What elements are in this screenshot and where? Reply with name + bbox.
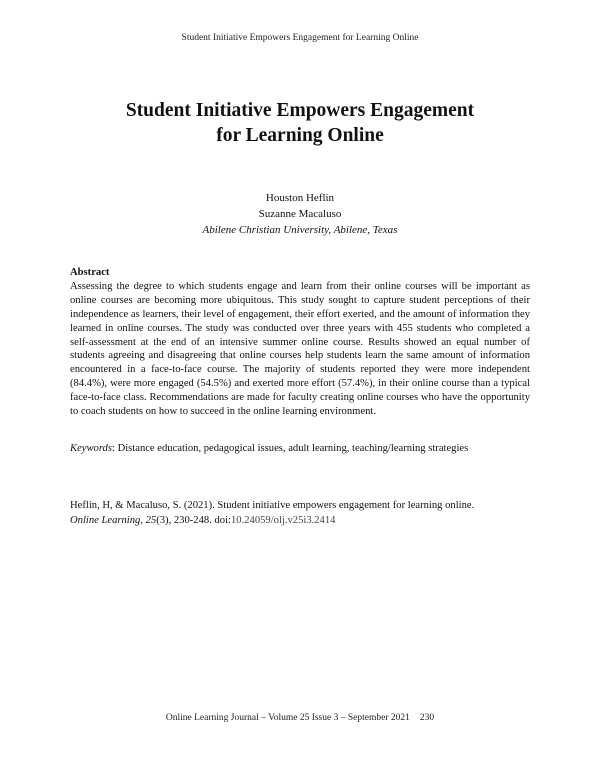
keywords-line	[70, 442, 540, 456]
page-number: 230	[419, 713, 435, 723]
keywords-label: Keywords	[70, 443, 112, 454]
citation-line-2	[70, 513, 540, 528]
page-footer	[0, 713, 600, 723]
citation-doi-link[interactable]: 10.24059/olj.v25i3.2414	[230, 515, 336, 526]
author-name: Houston Heflin	[265, 192, 335, 204]
author-name: Suzanne Macaluso	[258, 208, 342, 220]
citation-line-1: Heflin, H, & Macaluso, S. (2021). Student initiative empowers engagement for learning online.	[70, 500, 475, 511]
citation-issue-pages: (3), 230-248. doi:	[156, 515, 231, 526]
author-affiliation: Abilene Christian University, Abilene, Texas	[202, 224, 398, 236]
paper-title-line-2: for Learning Online	[216, 125, 384, 146]
abstract-section	[70, 266, 530, 419]
paper-title	[60, 98, 540, 148]
abstract-heading: Abstract	[70, 267, 110, 278]
footer-journal-info: Online Learning Journal – Volume 25 Issue 3 – September 2021	[165, 713, 410, 723]
citation-journal: Online Learning, 25	[70, 515, 157, 526]
citation-block	[70, 498, 540, 528]
abstract-body: Assessing the degree to which students engage and learn from their online courses will be important as online courses are becoming more ubiquitous. This study sought to capture student perceptions of their independence as learners, their level of engagement, their effort exerted, and the amount of information they learned in online courses. The study was conducted over three years with 455 students who completed a self-assessment at the end of an intensive summer online course. Results showed an equal number of students agreeing and disagreeing that online courses help students learn the same amount of information encountered in a face-to-face course. The majority of students reported they were more independent (84.4%), were more engaged (54.5%) and exerted more effort (57.4%), in their online course than a typical face-to-face class. Recommendations are made for faculty creating online courses who have the opportunity to coach students on how to succeed in the online learning environment.	[70, 280, 530, 418]
keywords-text: : Distance education, pedagogical issues, adult learning, teaching/learning strategies	[111, 443, 469, 454]
author-block	[0, 190, 600, 238]
running-header: Student Initiative Empowers Engagement for Learning Online	[181, 33, 419, 43]
paper-title-line-1: Student Initiative Empowers Engagement	[125, 100, 475, 121]
